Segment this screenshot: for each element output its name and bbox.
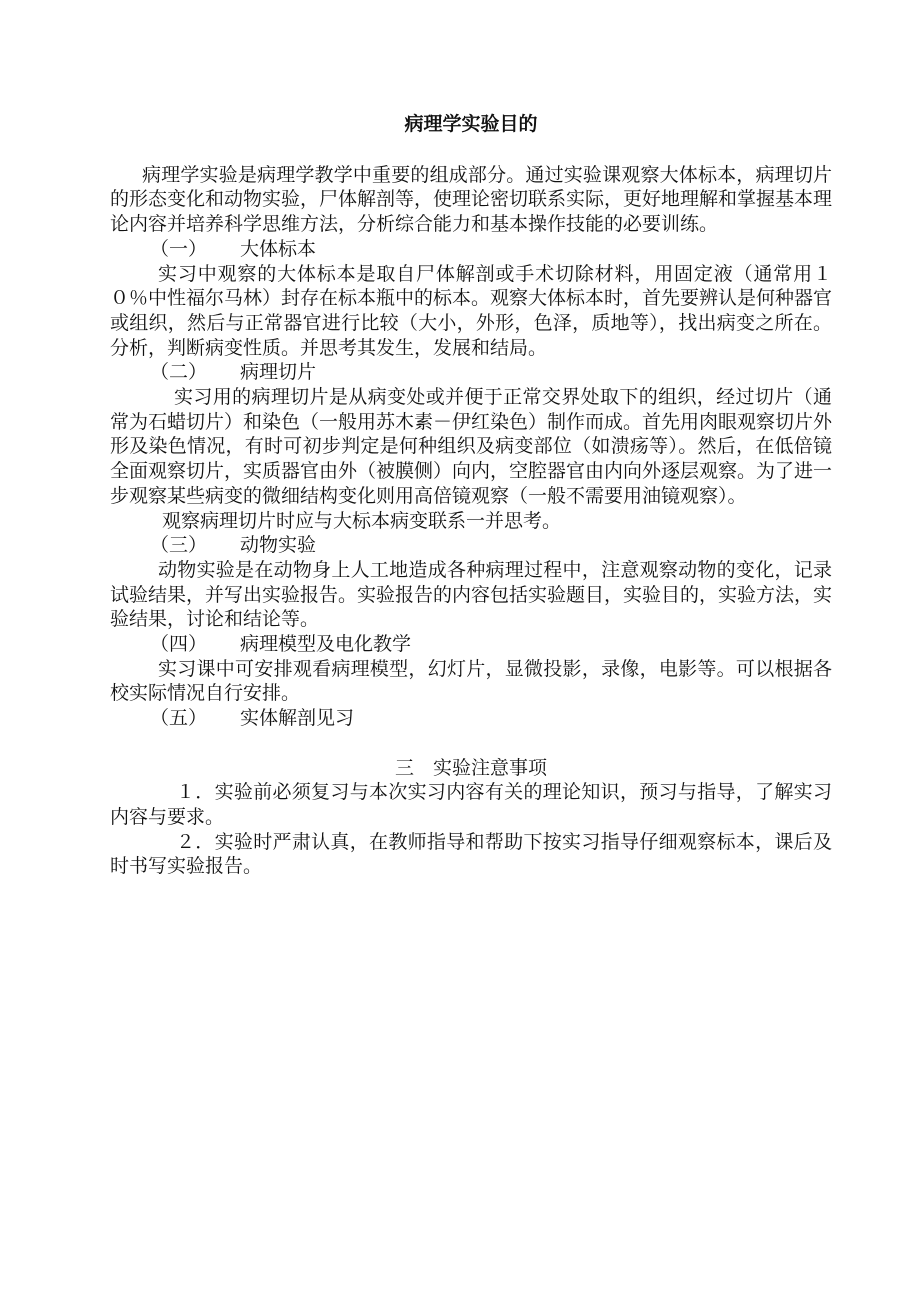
notes-item: １．实验前必须复习与本次实习内容有关的理论知识，预习与指导，了解实习内容与要求。 (110, 781, 832, 828)
section-number: （四） (150, 633, 208, 656)
notes-section-title (110, 756, 832, 781)
section-number: （一） (150, 237, 208, 260)
section-1-paragraph: 实习中观察的大体标本是取自尸体解剖或手术切除材料，用固定液（通常用１０％中性福尔马林）封存在标本瓶中的标本。观察大体标本时，首先要辨认是何种器官或组织，然后与正常器官进行比较（大小，外形，色泽，质地等），找出病变之所在。分析，判断病变性质。并思考其发生，发展和结局。 (110, 262, 833, 359)
section-heading-text: 实体解剖见习 (240, 707, 355, 730)
section-heading-4 (110, 632, 832, 657)
section-2-paragraph: 实习用的病理切片是从病变处或并便于正常交界处取下的组织，经过切片（通常为石蜡切片）和染色（一般用苏木素－伊红染色）制作而成。首先用肉眼观察切片外形及染色情况，有时可初步判定是何种组织及病变部位（如溃疡等）。然后，在低倍镜全面观察切片，实质器官由外（被膜侧）向内，空腔器官由内向外逐层观察。为了进一步观察某些病变的微细结构变化则用高倍镜观察（一般不需要用油镜观察）。 (110, 386, 833, 507)
section-4-paragraph: 实习课中可安排观看病理模型，幻灯片，显微投影，录像，电影等。可以根据各校实际情况自行安排。 (110, 657, 832, 705)
section-heading-3 (110, 533, 832, 558)
section-number: （三） (150, 534, 208, 557)
section-number: （二） (150, 361, 208, 384)
section-heading-text: 大体标本 (240, 237, 317, 260)
document-title: 病理学实验目的 (404, 113, 538, 135)
section-heading-1 (110, 237, 832, 262)
section-heading-text: 动物实验 (240, 534, 317, 557)
document-page (110, 112, 832, 879)
section-heading-2 (110, 360, 832, 385)
section-heading-5 (110, 706, 832, 731)
section-number: （五） (150, 707, 208, 730)
notes-section-number: 三 (394, 756, 414, 779)
notes-item: ２．实验时严肃认真，在教师指导和帮助下按实习指导仔细观察标本，课后及时书写实验报告。 (110, 830, 832, 878)
section-3-paragraph: 动物实验是在动物身上人工地造成各种病理过程中，注意观察动物的变化，记录试验结果，并写出实验报告。实验报告的内容包括实验题目，实验目的，实验方法，实验结果，讨论和结论等。 (110, 558, 833, 631)
notes-section-title-text: 实验注意事项 (433, 756, 548, 779)
section-heading-text: 病理模型及电化教学 (240, 633, 412, 656)
spacer (110, 731, 832, 756)
intro-paragraph: 病理学实验是病理学教学中重要的组成部分。通过实验课观察大体标本，病理切片的形态变化和动物实验，尸体解剖等，使理论密切联系实际，更好地理解和掌握基本理论内容并培养科学思维方法，分析综合能力和基本操作技能的必要训练。 (110, 163, 833, 236)
section-2-paragraph-note: 观察病理切片时应与大标本病变联系一并思考。 (162, 509, 562, 532)
section-heading-text: 病理切片 (240, 361, 317, 384)
